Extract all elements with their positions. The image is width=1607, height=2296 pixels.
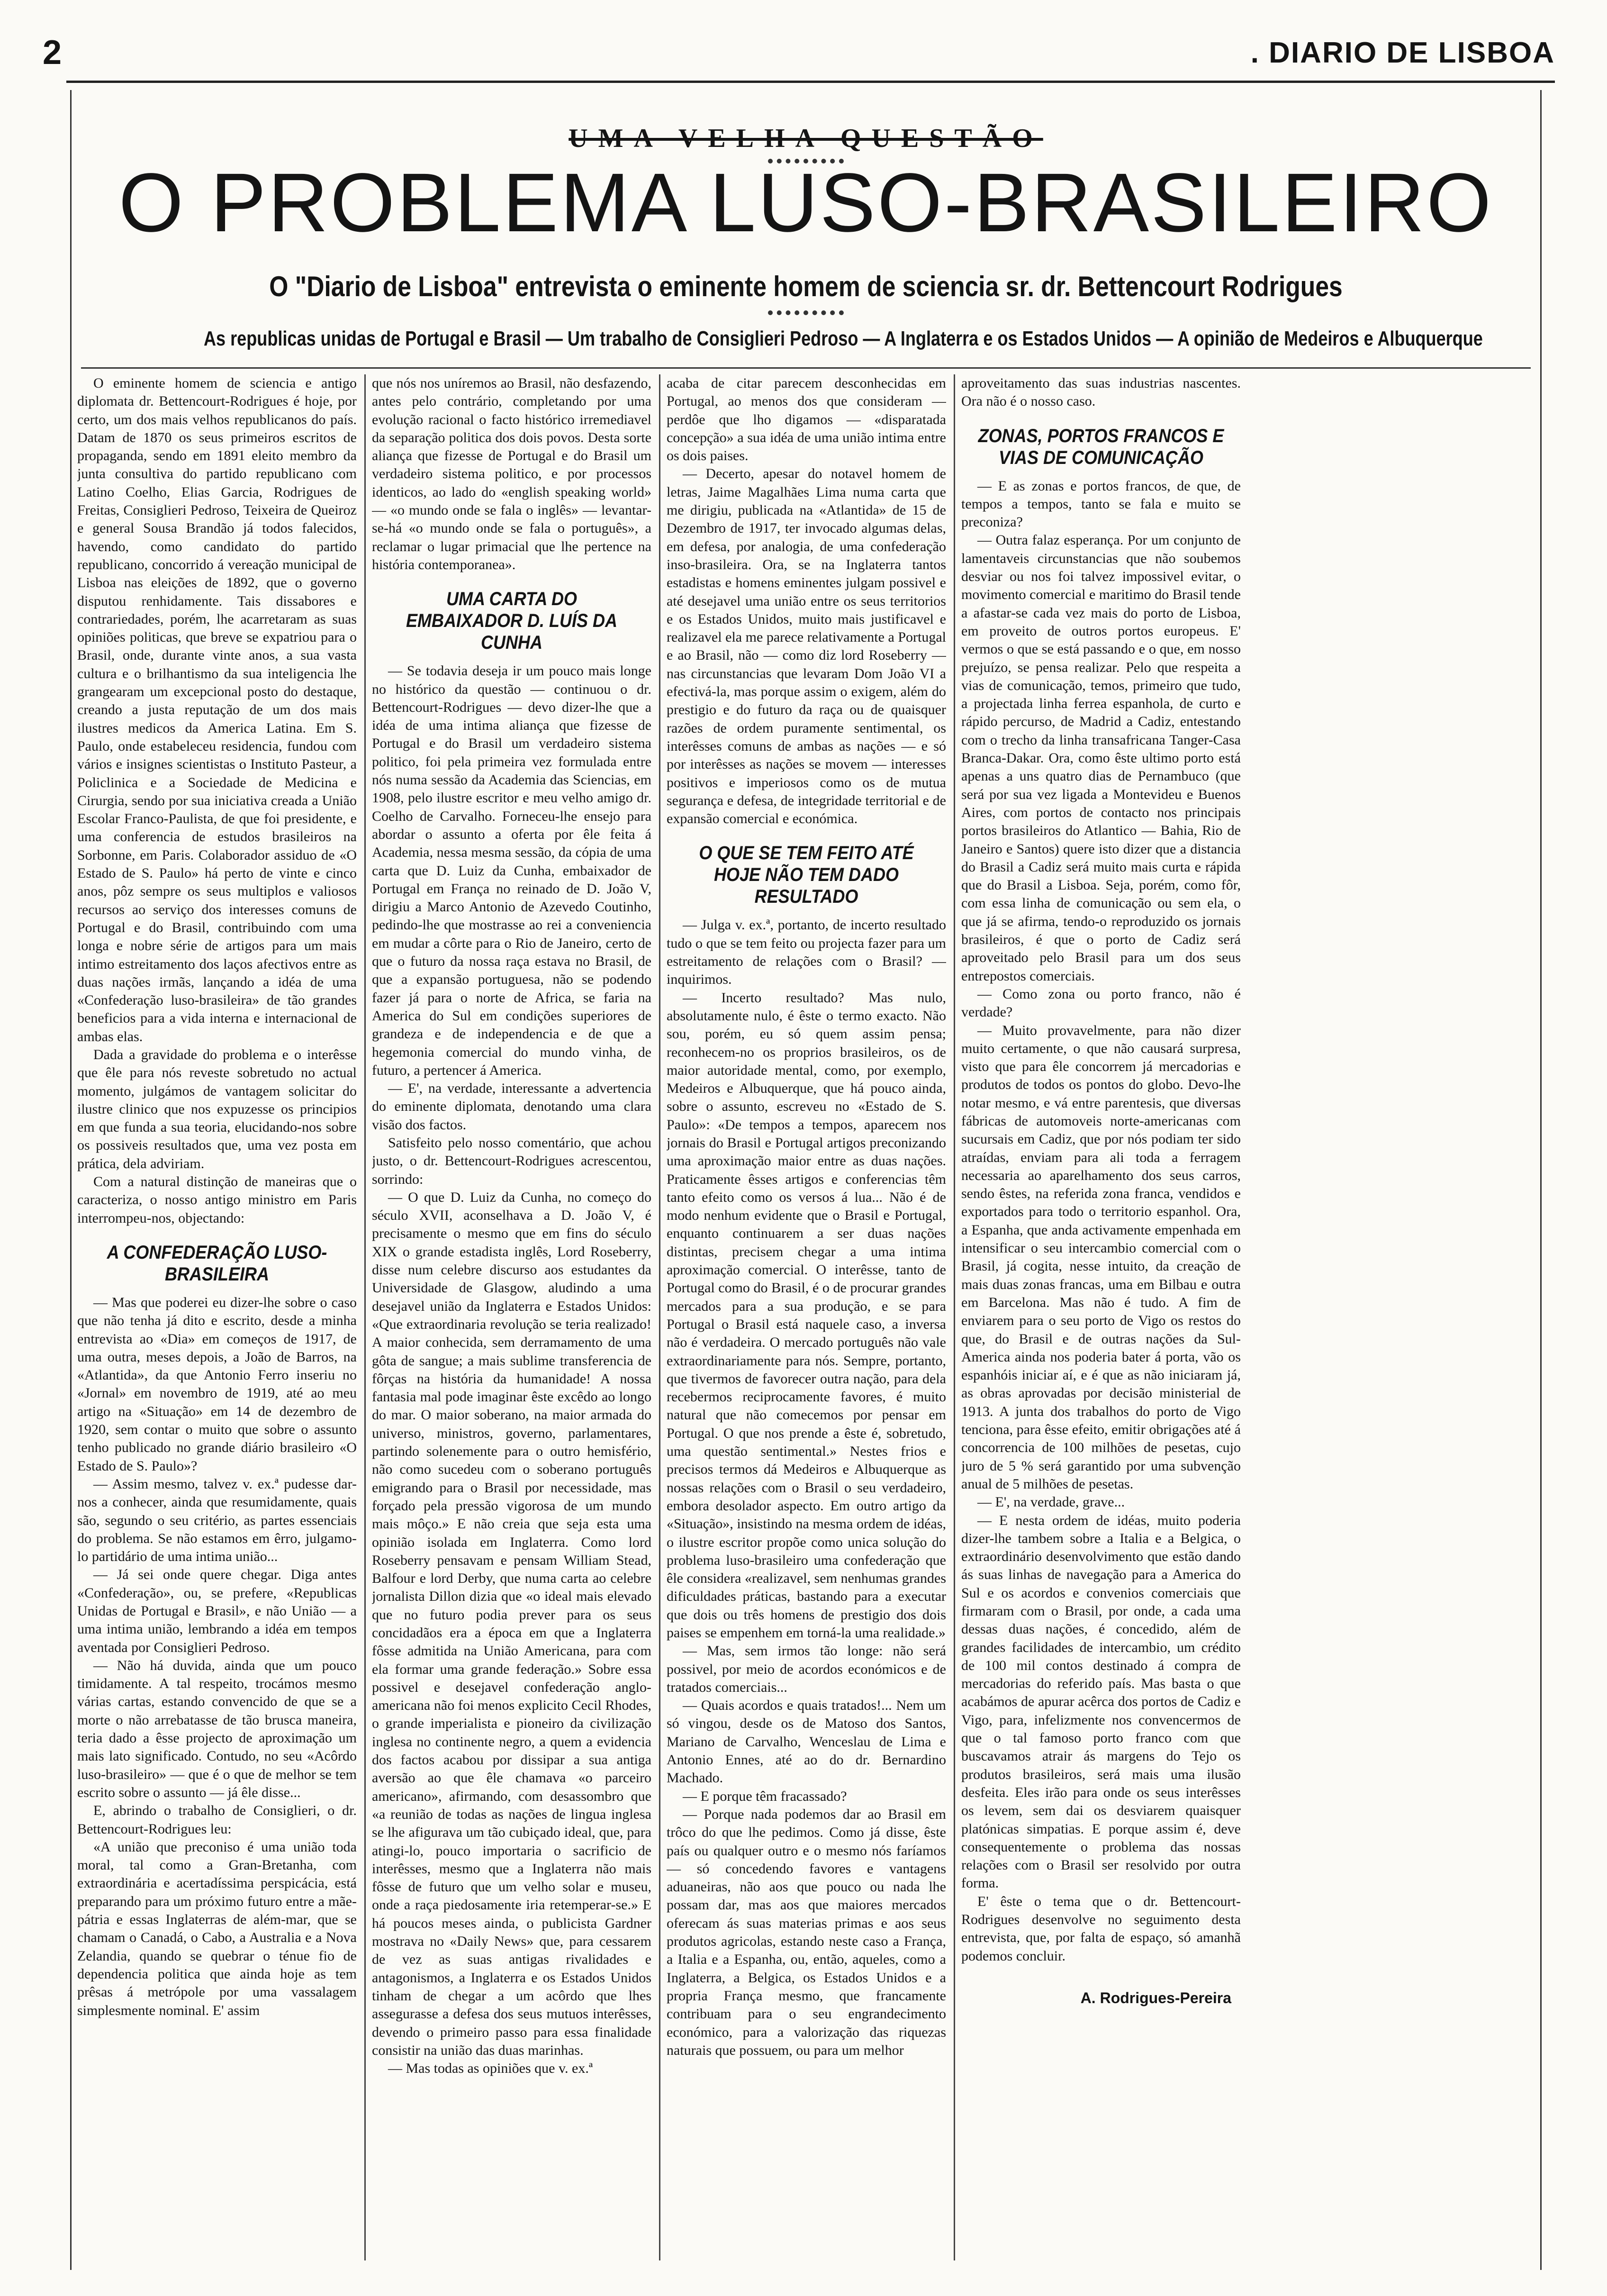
author-signature: A. Rodrigues-Pereira: [1080, 1989, 1231, 2006]
paragraph: — Já sei onde quere chegar. Diga antes «Confederação», ou, se prefere, «Republicas Unidas de Portugal e Brasil», e não União — a uma intima união, lembrando a idéa em tempos aventada por Consiglieri Pedroso.: [77, 1567, 357, 1655]
paragraph: — Mas, sem irmos tão longe: não será possivel, por meio de acordos económicos e de tratados comerciais...: [667, 1643, 946, 1695]
column-3: [667, 374, 946, 2260]
paragraph: — Assim mesmo, talvez v. ex.ª pudesse dar-nos a conhecer, ainda que resumidamente, quais são, segundo o seu critério, as partes essenciais do problema. Se não estamos em êrro, julgamo-lo partidário de uma intima união...: [77, 1476, 357, 1565]
column-rule: [954, 374, 955, 2260]
section-heading: O QUE SE TEM FEITO ATÉ HOJE NÃO TEM DADO RESULTADO: [699, 843, 914, 908]
paragraph: — O que D. Luiz da Cunha, no começo do século XVII, aconselhava a D. João V, é precisamente o mesmo que em fins do século XIX o grande estadista inglês, Lord Roseberry, disse num celebre discurso aos estudantes da Universidade de Glasgow, aludindo a uma desejavel união da Inglaterra e Estados Unidos: «Que extraordinaria revolução se teria realizado! A maior conhecida, sem derramamento de uma gôta de sangue; a mais sublime transferencia de fôrças na história da humanidade! A nossa fantasia mal pode imaginar êste excêdo ao longo do mar. O maior soberano, na maior armada do universo, ministros, governo, parlamentares, partindo solenemente para o outro hemisfério, não como sucedeu com o soberano português emigrando para o Brasil por necessidade, mas forçado pela pressão vigorosa de um mundo mais môço.» E não creia que seja esta uma opinião isolada em Inglaterra. Como lord Roseberry pensavam e pensam William Stead, Balfour e lord Derby, que numa carta ao celebre jornalista Dillon dizia que «o ideal mais elevado que no futuro podia prever para os seus concidadãos era a época em que a Inglaterra fôsse admitida na União Americana, para com ela formar uma grande federação.» Sobre essa possivel e desejavel confederação anglo-americana não foi menos explicito Cecil Rhodes, o grande imperialista e pioneiro da civilização inglesa no continente negro, a quem a evidencia dos factos acabou por dissipar a sua antiga aversão ao que êle chamava «o parceiro americano», afirmando, com desassombro que «a reunião de todas as nações de lingua inglesa se lhe afigurava um tão cubiçado ideal, que, para atingi-lo, pouco importaria o sacrificio de interêsses, mesmo que a Inglaterra não mais fôsse de futuro que um velho solar e museu, onde a raça piedosamente iria retemperar-se.» E há poucos meses ainda, o publicista Gardner mostrava no «Daily News» que, para cessarem de vez as suas antigas rivalidades e antagonismos, a Inglaterra e os Estados Unidos tinham de chegar a um acôrdo que lhes assegurasse a defesa dos seus mutuos interêsses, devendo o primeiro passo para essa finalidade consistir na união das duas marinhas.: [372, 1189, 651, 2058]
column-rule: [659, 374, 660, 2260]
column-1: [77, 374, 357, 2260]
article-subhead: O "Diario de Lisboa" entrevista o eminente homem de sciencia sr. dr. Bettencourt Rodrigues: [269, 271, 1343, 302]
section-heading: ZONAS, PORTOS FRANCOS E VIAS DE COMUNICAÇÃO: [978, 425, 1224, 468]
column-2: [372, 374, 651, 2260]
paragraph: — Julga v. ex.ª, portanto, de incerto resultado tudo o que se tem feito ou projecta fazer para um estreitamento de relações com o Brasil? — inquirimos.: [667, 917, 946, 988]
article-frame: [70, 90, 1542, 2270]
paragraph: — E', na verdade, grave...: [977, 1494, 1125, 1510]
paragraph: — Mas que poderei eu dizer-lhe sobre o caso que não tenha já dito e escrito, desde a minha entrevista ao «Dia» em começos de 1917, de uma outra, meses depois, a João de Barros, na «Atlantida», da que Antonio Ferro inseriu no «Jornal» em novembro de 1919, até ao meu artigo na «Situação» em 14 de dezembro de 1920, sem contar o muito que sobre o assunto tenho publicado no grande diário brasileiro «O Estado de S. Paulo»?: [77, 1294, 357, 1474]
paragraph: — Incerto resultado? Mas nulo, absolutamente nulo, é êste o termo exacto. Não sou, porém, eu só quem assim pensa; reconhecem-no os proprios brasileiros, os de maior autoridade mental, como, por exemplo, Medeiros e Albuquerque, que há pouco ainda, sobre o assunto, escreveu no «Estado de S. Paulo»: «De tempos a tempos, aparecem nos jornais do Brasil e Portugal artigos preconizando uma aproximação maior entre as duas nações. Praticamente êsses artigos e conferencias têm tanto efeito como os versos á lua... Não é de modo nenhum evidente que o Brasil e Portugal, enquanto continuarem a ser duas nações distintas, precisem chegar a uma intima aproximação comercial. O interêsse, tanto de Portugal como do Brasil, é o de procurar grandes mercados para a sua produção, e se para Portugal o Brasil está naquele caso, a inversa não é verdadeira. O mercado português não vale extraordinariamente para nós. Sempre, portanto, que tivermos de favorecer outra nação, para dela recebermos reciprocamente favores, é muito natural que não comecemos por pensar em Portugal. O que nos prende a êste é, sobretudo, uma questão sentimental.» Nestes frios e precisos termos dá Medeiros e Albuquerque as nossas relações com o Brasil o seu verdadeiro, embora desolador aspecto. Em outro artigo da «Situação», insistindo na mesma ordem de idéas, o ilustre escritor propõe como unica solução do problema luso-brasileiro uma confederação que êle considera «realizavel, sem nenhumas grandes dificuldades práticas, bastando para a executar que dois ou três homens de prestigio dos dois paises se empenhem em torná-la uma realidade.»: [667, 989, 946, 1641]
paragraph: — Se todavia deseja ir um pouco mais longe no histórico da questão — continuou o dr. Bettencourt-Rodrigues — devo dizer-lhe que a idéa de uma intima aliança que fizesse de Portugal e do Brasil um verdadeiro sistema politico, foi pela primeira vez formulada entre nós numa sessão da Academia das Sciencias, em 1908, pelo ilustre escritor e meu velho amigo dr. Coelho de Carvalho. Forneceu-lhe ensejo para abordar o assunto a oferta por êle feita á Academia, nessa mesma sessão, da cópia de uma carta que D. Luiz da Cunha, embaixador de Portugal em França no reinado de D. João V, dirigiu a Marco Antonio de Azevedo Coutinho, pedindo-lhe que mostrasse ao rei a conveniencia em mudar a côrte para o Rio de Janeiro, certo de que o futuro da nossa raça estava no Brasil, de que a expansão portuguesa, não se podendo fazer já para o norte de Africa, se faria na America do Sul em condições superiores de grandeza e de independencia e de que a hegemonia comercial do mundo vinha, de futuro, a pertencer á America.: [372, 663, 651, 1078]
paragraph: — Como zona ou porto franco, não é verdade?: [961, 986, 1241, 1020]
paragraph: «A união que preconiso é uma união toda moral, tal como a Gran-Bretanha, com extraordinária e acertadíssima perspicácia, está preparando para um próximo futuro entre a mãe-pátria e essas Inglaterras de além-mar, que se chamam o Canadá, o Cabo, a Australia e a Nova Zelandia, quando se quebrar o ténue fio de dependencia politica que ainda hoje as tem prêsas á metrópole por uma vassalagem simplesmente nominal. E' assim: [77, 1839, 357, 2018]
article-headline: O PROBLEMA LUSO-BRASILEIRO: [118, 156, 1493, 249]
deck-rule: [81, 367, 1531, 369]
paragraph: aproveitamento das suas industrias nascentes. Ora não é o nosso caso.: [961, 375, 1241, 409]
paragraph: Dada a gravidade do problema e o interêsse que êle para nós reveste sobretudo no actual momento, julgámos de vantagem solicitar do ilustre clinico que nos expuzesse os principios em que funda a sua teoria, elucidando-nos sobre os possiveis resultados que, uma vez posta em prática, dela adviriam.: [77, 1046, 357, 1171]
paragraph: E, abrindo o trabalho de Consiglieri, o dr. Bettencourt-Rodrigues leu:: [77, 1803, 357, 1837]
article-kicker: UMA VELHA QUESTÃO: [569, 124, 1043, 153]
article-columns: [77, 374, 1535, 2260]
paragraph: — Não há duvida, ainda que um pouco timidamente. A tal respeito, trocámos mesmo várias cartas, estando convencido de que se a morte o não arrebatasse de tão brusca maneira, teria dado a êsse projecto de aproximação um mais lato significado. Contudo, no seu «Acôrdo luso-brasileiro» — que é o que de melhor se tem escrito sobre o assunto — já êle disse...: [77, 1657, 357, 1800]
paragraph: — Porque nada podemos dar ao Brasil em trôco do que lhe pedimos. Como já disse, êste país ou qualquer outro e o mesmo nós faríamos — só concedendo favores e vantagens aduaneiras, não aos que pouco ou nada lhe possam dar, mas aos que maiores mercados oferecam ás suas materias primas e aos seus produtos agricolas, estando neste caso a França, a Italia e a Espanha, ou, então, aqueles, como a Inglaterra, a Belgica, os Estados Unidos e a propria França mesmo, que francamente contribuam para o seu engrandecimento económico, para a valorização das riquezas naturais que possuem, ou para um melhor: [667, 1806, 946, 2058]
paragraph: Satisfeito pelo nosso comentário, que achou justo, o dr. Bettencourt-Rodrigues acrescentou, sorrindo:: [372, 1134, 651, 1187]
page-header: [43, 33, 1555, 76]
paragraph: — E porque têm fracassado?: [683, 1788, 847, 1804]
section-heading: UMA CARTA DO EMBAIXADOR D. LUÍS DA CUNHA: [406, 589, 618, 653]
paragraph: acaba de citar parecem desconhecidas em Portugal, ao menos dos que consideram — perdôe que lho digamos — «disparatada concepção» a sua idéa de uma união intima entre os dois paises.: [667, 375, 946, 464]
column-rule: [364, 374, 366, 2260]
page-number: 2: [43, 34, 62, 72]
paragraph: — E', na verdade, interessante a advertencia do eminente diplomata, denotando uma clara visão dos factos.: [372, 1080, 651, 1133]
paragraph: O eminente homem de sciencia e antigo diplomata dr. Bettencourt-Rodrigues é hoje, por certo, um dos mais velhos republicanos do país. Datam de 1870 os seus primeiros escritos de propaganda, sendo em 1891 eleito membro da junta consultiva do partido republicano com Latino Coelho, Elias Garcia, Rodrigues de Freitas, Consiglieri Pedroso, Teixeira de Queiroz e general Sousa Brandão já todos falecidos, havendo, como candidato do partido republicano, concorrido á vereação municipal de Lisboa nas eleições de 1892, que o governo disputou renhidamente. Tais dissabores e contrariedades, porém, lhe acarretaram as suas opiniões politicas, que breve se expatriou para o Brasil, onde, durante vinte anos, a sua vasta cultura e o brilhantismo da sua inteligencia lhe grangearam um excepcional posto do destaque, creando a justa reputação de um dos mais ilustres medicos da America Latina. Em S. Paulo, onde estabeleceu residencia, fundou com vários e insignes scientistas o Instituto Pasteur, a Policlinica e a Sociedade de Medicina e Cirurgia, sendo por sua iniciativa creada a União Escolar Franco-Paulista, de que foi presidente, e uma conferencia de estudos brasileiros na Sorbonne, em Paris. Colaborador assiduo de «O Estado de S. Paulo» há perto de vinte e cinco anos, pôz sempre os seus multiplos e valiosos recursos ao serviço dos interesses comuns de Portugal e do Brasil, contribuindo com uma longa e nobre série de artigos para um mais intimo estreitamento dos laços afectivos entre as duas nações irmãs, lançando a idéa de uma «Confederação luso-brasileira» de tão grandes beneficios para a vida interna e internacional de ambas elas.: [77, 375, 357, 1044]
paragraph: — Decerto, apesar do notavel homem de letras, Jaime Magalhães Lima numa carta que me dirigiu, publicada na «Atlantida» de 15 de Dezembro de 1917, ter invocado algumas delas, em defesa, por analogia, de uma confederação inso-brasileira. Ora, se na Inglaterra tantos estadistas e homens eminentes julgam possivel e até desejavel uma união entre os seus territorios e os Estados Unidos, muito mais justificavel e realizavel ela me parece relativamente a Portugal e ao Brasil, não — como diz lord Roseberry — nas circunstancias que levaram Dom João VI a efectivá-la, mas porque assim o exigem, além do prestigio e do futuro da raça ou de quaisquer razões de ordem puramente sentimental, os interêsses comuns de ambas as nações — e só por interêsses as nações se movem — interesses positivos e imperiosos como os de mutua segurança e defesa, de integridade territorial e de expansão comercial e económica.: [667, 466, 946, 827]
paragraph: — Outra falaz esperança. Por um conjunto de lamentaveis circunstancias que não soubemos desviar ou nos foi talvez impossivel evitar, o movimento comercial e maritimo do Brasil tende a afastar-se cada vez mais do porto de Lisboa, em proveito de outros portos europeus. E' vermos o que se está passando e o que, em nosso prejuízo, se pensa realizar. Pelo que respeita a vias de comunicação, temos, primeiro que tudo, a projectada linha ferrea espanhola, de curto e rápido percurso, de Madrid a Cadiz, entestando com o trecho da linha transafricana Tanger-Casa Branca-Dakar. Ora, como êste ultimo porto está apenas a uns quatro dias de Pernambuco (que será por sua vez ligada a Montevideu e Buenos Aires, com portos de contacto nos principais portos brasileiros do Atlantico — Bahia, Rio de Janeiro e Santos) quere isto dizer que a distancia do Brasil a Cadiz será muito mais curta e rápida que do Brasil a Lisboa. Seja, porém, como fôr, com essa linha de comunicação ou sem ela, o que já se afirma, tendo-o reproduzido os jornais brasileiros, é que o porto de Cadiz será aproveitado pelo Brasil para um dos seus entrepostos comerciais.: [961, 532, 1241, 984]
column-4: [961, 374, 1241, 2260]
paragraph: que nós nos uníremos ao Brasil, não desfazendo, antes pelo contrário, completando por uma evolução racional o facto histórico irremediavel da separação politica dos dois povos. Desta sorte aliança que fizesse de Portugal e do Brasil um verdadeiro sistema politico, e por processos identicos, ao lado do «english speaking world» — «o mundo onde se fala o inglês» — levantar-se-há «o mundo onde se fala o português», a reclamar o lugar primacial que lhe pertence na história contemporanea».: [372, 375, 651, 572]
paragraph: — E as zonas e portos francos, de que, de tempos a tempos, tanto se fala e muito se preconiza?: [961, 478, 1241, 530]
subhead-ornament: [768, 310, 844, 315]
article-deck: As republicas unidas de Portugal e Brasil — Um trabalho de Consiglieri Pedroso — A Inglaterra e os Estados Unidos — A opinião de Medeiros e Albuquerque: [204, 327, 1483, 350]
paragraph: — Muito provavelmente, para não dizer muito certamente, o que não causará surpresa, visto que para êle concorrem já mercadorias e produtos de todos os pontos do globo. Devo-lhe notar mesmo, e vá entre parentesis, que diversas fábricas de automoveis norte-americanas com sucursais em Cadiz, que por nós podiam ter sido atraídas, enviam para ali toda a ferragem necessaria ao aparelhamento dos seus carros, sendo êstes, na referida zona franca, vendidos e exportados para todo o territorio espanhol. Ora, a Espanha, que anda activamente empenhada em intensificar o seu intercambio comercial com o Brasil, já cogita, nesse intuito, da creação de mais duas zonas francas, uma em Bilbau e outra em Barcelona. Mas não é tudo. A fim de enviarem para o seu porto de Vigo os restos do que, do Brasil e de outras nações da Sul-America ainda nos poderia bater á porta, vão os espanhóis iniciar aí, e é que as não iniciaram já, as obras aprovadas por decisão ministerial de 1913. A junta dos trabalhos do porto de Vigo tenciona, para êsse efeito, emitir obrigações até á concorrencia de 100 milhões de pesetas, cujo juro de 5 % será garantido por uma subvenção anual de 5 milhões de pesetas.: [961, 1022, 1241, 1492]
paragraph: — E nesta ordem de idéas, muito poderia dizer-lhe tambem sobre a Italia e a Belgica, o extraordinário desenvolvimento que estão dando ás suas linhas de navegação para a America do Sul e os acordos e convenios comerciais que firmaram com o Brasil, por onde, a cada uma dessas duas nações, é concedido, além de grandes facilidades de intercambio, um crédito de 100 mil contos destinado á compra de mercadorias do referido país. Mas basta o que acabámos de apurar acêrca dos portos de Cadiz e Vigo, para, infelizmente nos convencermos de que o tal famoso porto franco com que buscavamos atrair ás margens do Tejo os produtos brasileiros, será mais uma ilusão desfeita. Eles irão para onde os seus interêsses os levem, sem dai os desviarem quaisquer platónicas simpatias. E porque assim é, deve consequentemente o problema das nossas relações com o Brasil ser resolvido por outra forma.: [961, 1512, 1241, 1891]
paragraph: E' êste o tema que o dr. Bettencourt-Rodrigues desenvolve no seguimento desta entrevista, que, por falta de espaço, só amanhã podemos concluir.: [961, 1893, 1241, 1964]
paragraph: Com a natural distinção de maneiras que o caracteriza, o nosso antigo ministro em Paris interrompeu-nos, objectando:: [77, 1174, 357, 1226]
paragraph: — Mas todas as opiniões que v. ex.ª: [388, 2060, 593, 2077]
paragraph: — Quais acordos e quais tratados!... Nem um só vingou, desde os de Matoso dos Santos, Mariano de Carvalho, Wenceslau de Lima e Antonio Ennes, até ao do dr. Bernardino Machado.: [667, 1697, 946, 1786]
section-heading: A CONFEDERAÇÃO LUSO-BRASILEIRA: [107, 1242, 327, 1285]
header-rule: [66, 81, 1555, 83]
newspaper-name: . DIARIO DE LISBOA: [1250, 36, 1555, 69]
